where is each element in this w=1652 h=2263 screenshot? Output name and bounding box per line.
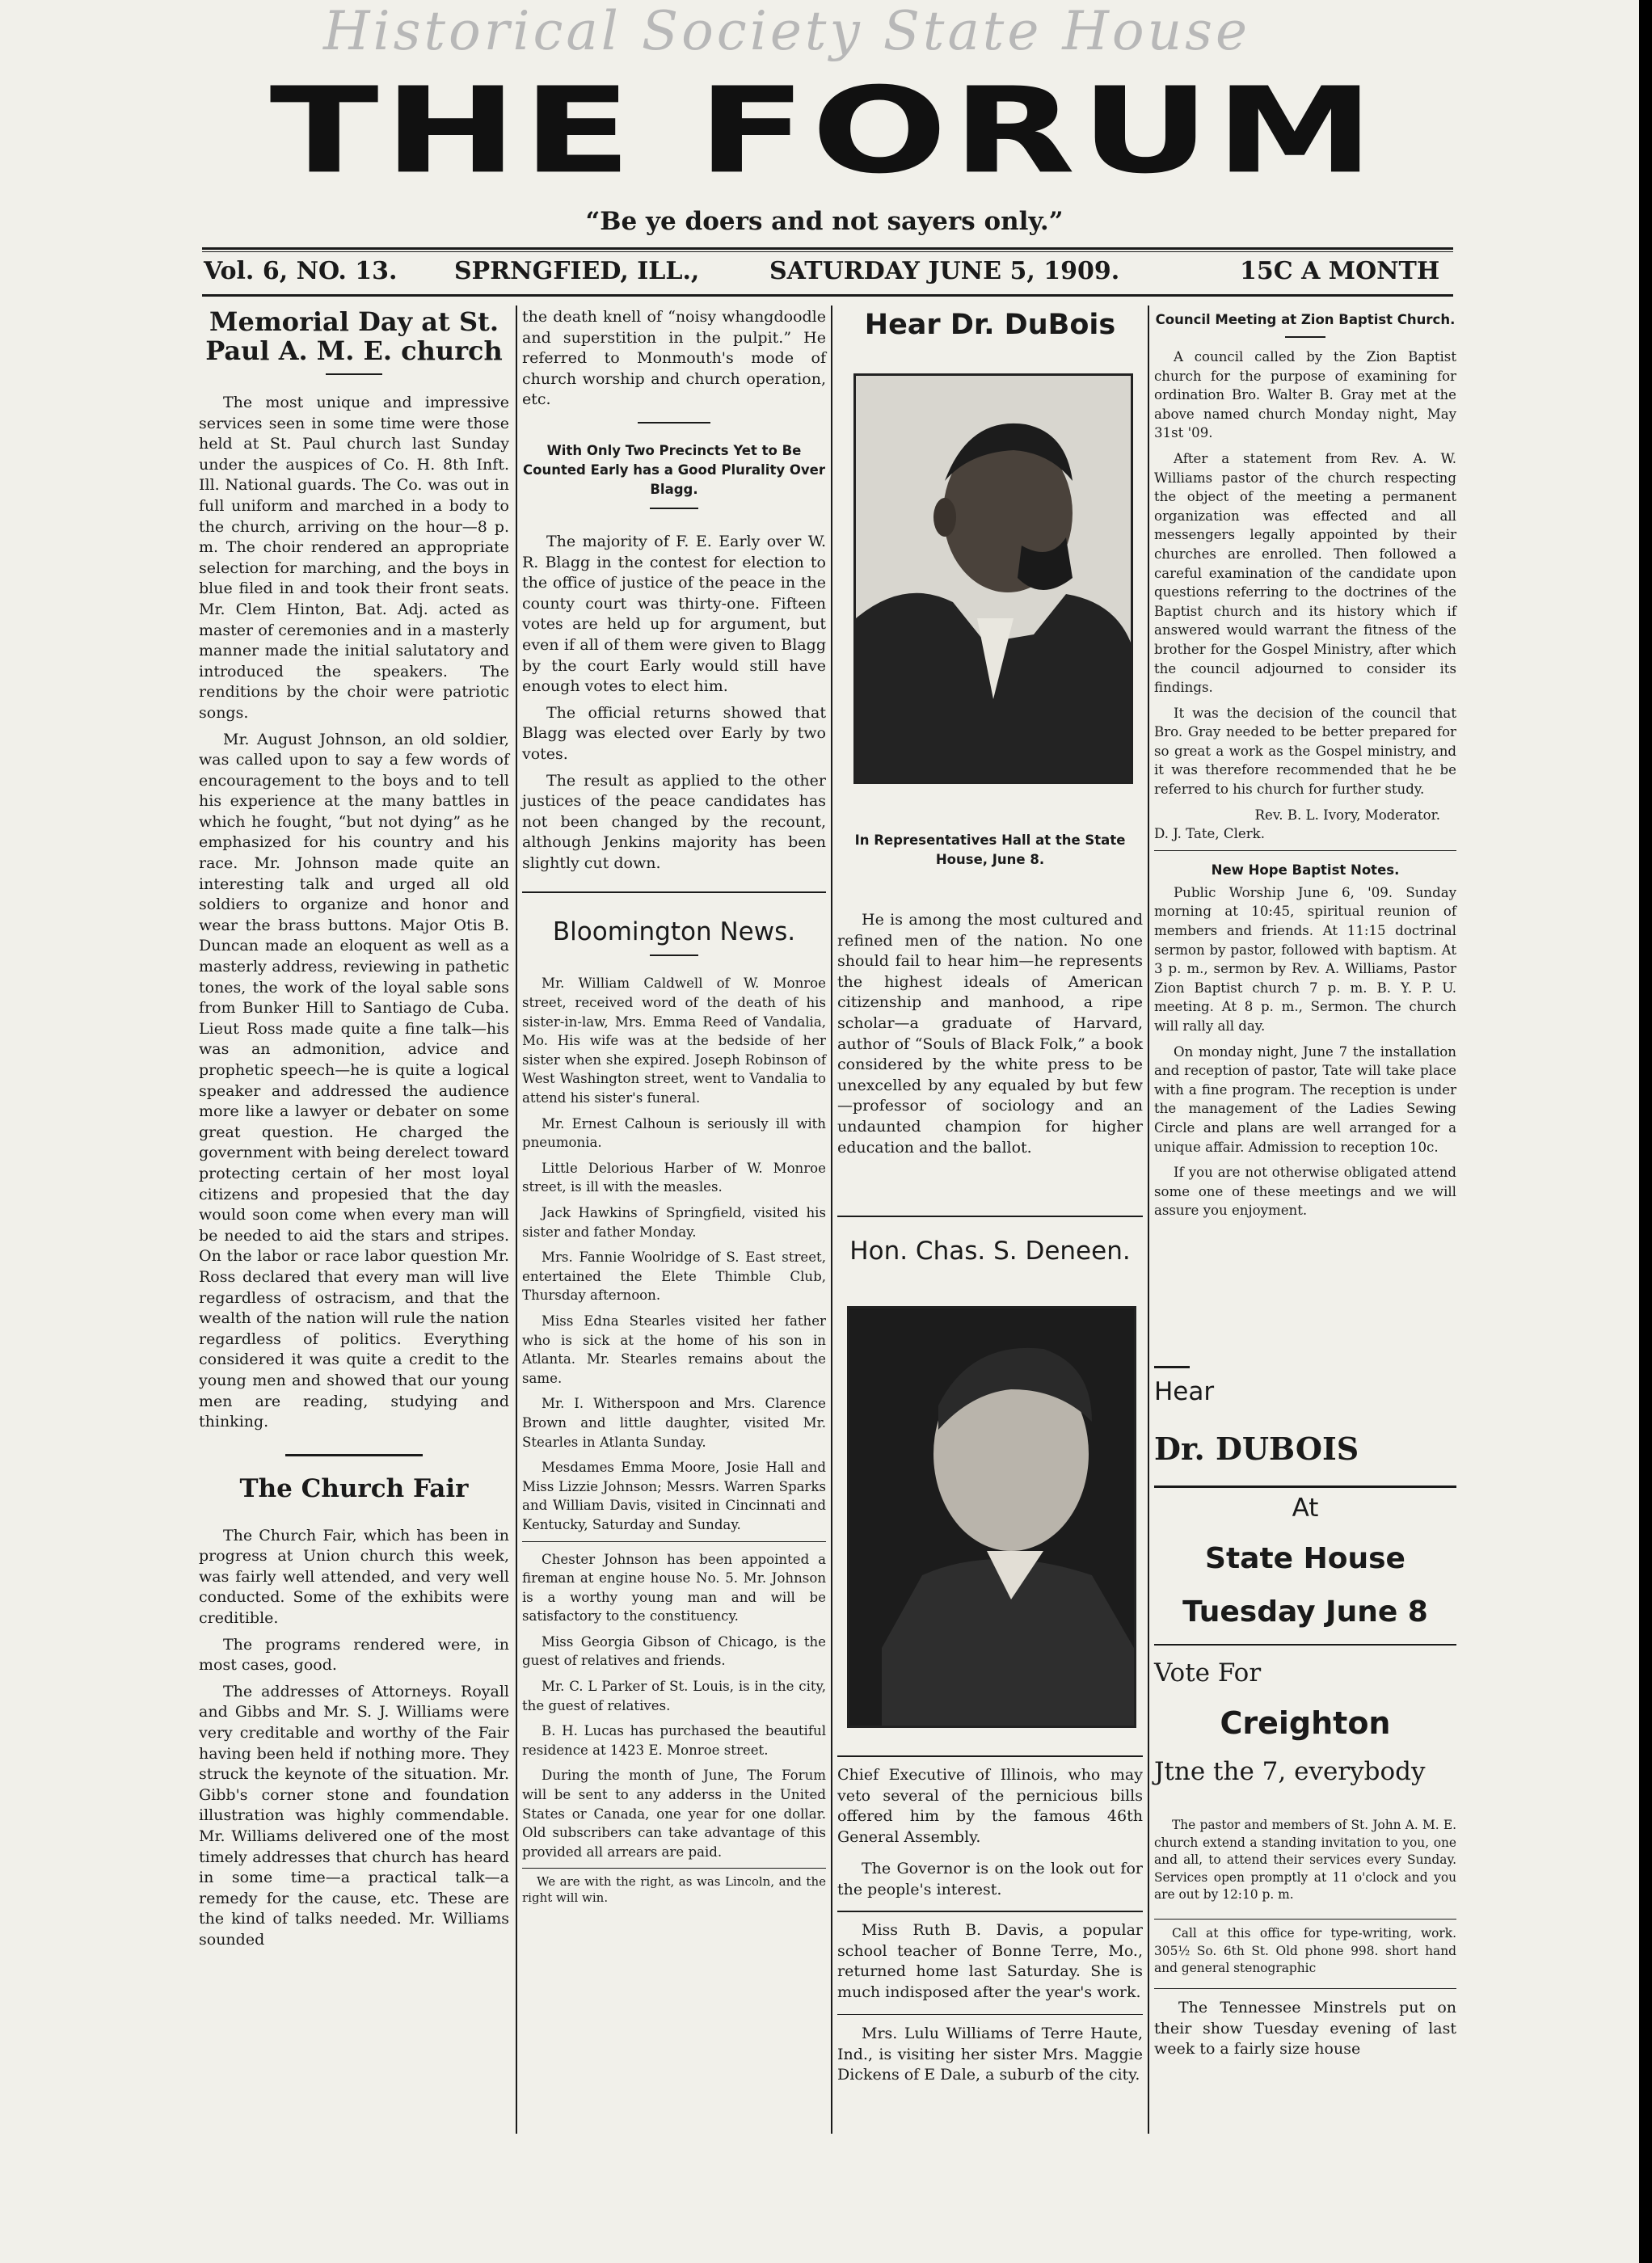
bloomington-items	[522, 974, 826, 1861]
paragraph: The official returns showed that Blagg was elected over Early by two votes.	[522, 703, 826, 763]
item-divider	[1154, 1919, 1456, 1920]
paragraph: The majority of F. E. Early over W. R. Blagg in the contest for election to the office of justice of the peace in the county court was thirty-one. Fifteen votes are held up for argument, but even if all of them were given to Blagg by the court Early would still have enough votes to elect him.	[522, 532, 826, 696]
news-item: Mr. William Caldwell of W. Monroe street, received word of the death of his sister-in-law, Mrs. Emma Reed of Vandalia, Mo. His wife was at the bedside of her sister when she expired. Joseph Robinson of West Washington street, went to Vandalia to attend his sister's funeral.	[522, 976, 826, 1106]
ad-place: State House	[1205, 1542, 1405, 1575]
news-item: Mrs. Fannie Woolridge of S. East street, entertained the Elete Thimble Club, Thursday afternoon.	[522, 1249, 826, 1304]
section-divider	[638, 422, 710, 424]
paragraph: If you are not otherwise obligated attend some one of these meetings and we will assure you enjoyment.	[1154, 1165, 1456, 1219]
section-divider	[522, 891, 826, 893]
bloomington-headline: Bloomington News.	[552, 917, 796, 947]
dubois-portrait	[853, 373, 1133, 784]
memorial-day-headline: Memorial Day at St. Paul A. M. E. church	[205, 306, 503, 366]
place: SPRNGFIED, ILL.,	[454, 257, 700, 285]
price: 15C A MONTH	[1240, 257, 1440, 285]
masthead-title: THE FORUM	[269, 61, 1380, 200]
moderator-signature: Rev. B. L. Ivory, Moderator.	[1254, 807, 1440, 823]
deneen-headline: Hon. Chas. S. Deneen.	[849, 1237, 1131, 1266]
church-fair-headline: The Church Fair	[239, 1473, 469, 1503]
ad-rule	[1154, 1485, 1456, 1488]
williams-item: Mrs. Lulu Williams of Terre Haute, Ind., is visiting her sister Mrs. Maggie Dickens of E Dale, a suburb of the city.	[837, 2025, 1143, 2084]
news-item: B. H. Lucas has purchased the beautiful residence at 1423 E. Monroe street.	[522, 1723, 826, 1758]
masthead-rule-top	[202, 247, 1453, 250]
issue-date: SATURDAY JUNE 5, 1909.	[769, 257, 1120, 285]
volume-number: Vol. 6, NO. 13.	[204, 257, 398, 285]
office-notice: Call at this office for type-writing, work. 305½ So. 6th St. Old phone 998. short hand and general stenographic	[1154, 1926, 1456, 1976]
spacer	[199, 1503, 509, 1526]
ad-vote: Vote For	[1154, 1658, 1262, 1688]
column-4	[1154, 307, 1456, 2059]
paragraph: On monday night, June 7 the installation and reception of pastor, Tate will take place with a fine program. The reception is under the management of the Ladies Sewing Circle and plans are well arranged for a unique affair. Admission to reception 10c.	[1154, 1043, 1456, 1155]
news-item: Jack Hawkins of Springfield, visited his sister and father Monday.	[522, 1205, 826, 1240]
headline-divider	[650, 508, 698, 509]
footer-divider	[522, 1868, 826, 1869]
headline-divider	[1285, 336, 1325, 338]
headline-divider	[326, 373, 382, 375]
news-item: Miss Edna Stearles visited her father who is sick at the home of his son in Atlanta. Mr. Stearles remains about the same.	[522, 1313, 826, 1386]
council-headline: Council Meeting at Zion Baptist Church.	[1155, 312, 1456, 327]
paragraph: It was the decision of the council that Bro. Gray needed to be better prepared for so great a work as the Gospel ministry, and it was therefore recommended that he be referred to his church for further study.	[1154, 705, 1456, 798]
news-item: Mr. Ernest Calhoun is seriously ill with pneumonia.	[522, 1115, 826, 1151]
paragraph: Mr. August Johnson, an old soldier, was called upon to say a few words of encouragement to the boys and to tell his experience at the many battles in which he fought, “but not dying” as he emphasized for his country and his race. Mr. Johnson made quite an interesting talk and urged all old soldiers to organize and honor and wear the brass buttons. Major Otis B. Duncan made an eloquent as well as a masterly address, reviewing in pathetic tones, the work of the loyal sable sons from Bunker Hill to Santiago de Cuba. Lieut Ross made quite a fine talk—his was an admonition, advice and prophetic speech—he is quite a logical speaker and addressed the audience more like a lawyer or debater on some great question. He charged the government with being derelect toward protecting certain of her most loyal citizens and propesied that the day would soon come when every man will be needed to aid the stars and stripes. On the labor or race labor question Mr. Ross declared that every man will live regardless of ostracism, and that the wealth of the nation will rule the nation regardless of politics. Everything considered it was quite a credit to the young men and showed that our young men are reading, studying and thinking.	[199, 730, 509, 1431]
council-article	[1154, 348, 1456, 844]
dubois-headline: Hear Dr. DuBois	[864, 309, 1116, 341]
news-item: Mr. C. L Parker of St. Louis, is in the city, the guest of relatives.	[522, 1679, 826, 1713]
stjohn-notice: The pastor and members of St. John A. M. E. church extend a standing invitation to you, one and all, to attend their services every Sunday. Services open promptly at 11 o'clock and you are out by 12:10 p. m.	[1154, 1818, 1456, 1903]
minstrels-item: The Tennessee Minstrels put on their show Tuesday evening of last week to a fairly size house	[1154, 1999, 1456, 2059]
section-divider	[1154, 850, 1456, 851]
ad-rule	[1154, 1366, 1190, 1368]
news-item: Mesdames Emma Moore, Josie Hall and Miss Lizzie Johnson; Messrs. Warren Sparks and William Davis, visited in Cincinnati and Kentucky, Saturday and Sunday.	[522, 1460, 826, 1532]
ad-at: At	[1292, 1494, 1319, 1523]
news-item: Mr. I. Witherspoon and Mrs. Clarence Brown and little daughter, visited Mr. Stearles in Atlanta Sunday.	[522, 1396, 826, 1450]
paragraph: The Church Fair, which has been in progress at Union church this week, was fairly well attended, and very well conducted. Some of the exhibits were creditible.	[199, 1526, 509, 1628]
clerk-signature: D. J. Tate, Clerk.	[1154, 826, 1265, 842]
masthead-motto: “Be ye doers and not sayers only.”	[585, 207, 1064, 236]
deneen-caption: Chief Executive of Illinois, who may veto several of the pernicious bills offered him by the famous 46th General Assembly.	[837, 1766, 1143, 1846]
item-divider	[837, 2014, 1143, 2015]
ad-name: Dr. DUBOIS	[1154, 1431, 1359, 1467]
item-divider	[522, 1541, 826, 1542]
paragraph: A council called by the Zion Baptist church for the purpose of examining for ordination Bro. Walter B. Gray met at the above named church Monday night, May 31st '09.	[1154, 349, 1456, 441]
section-divider	[837, 1216, 1143, 1217]
ad-candidate: Creighton	[1220, 1705, 1391, 1741]
dubois-caption: In Representatives Hall at the State House, June 8.	[854, 832, 1126, 867]
news-item: Miss Georgia Gibson of Chicago, is the guest of relatives and friends.	[522, 1633, 826, 1669]
paragraph: The result as applied to the other justices of the peace candidates has not been changed by the recount, although Jenkins majority has been slightly cut down.	[522, 771, 826, 872]
column-rule-1	[516, 306, 517, 2134]
paragraph: The programs rendered were, in most cases, good.	[199, 1635, 509, 1675]
dubois-body: He is among the most cultured and refined men of the nation. No one should fail to hear him—he represents the highest ideals of American citizenship and manhood, a ripe scholar—a graduate of Harvard, author of “Souls of Black Folk,” a book considered by the white press to be unexcelled by any equaled by but few—professor of sociology and an undaunted champion for higher education and the ballot.	[837, 911, 1143, 1157]
news-item: During the month of June, The Forum will be sent to any adderss in the United States or Canada, one year for one dollar. Old subscribers can take advantage of this provided all arrears are paid.	[522, 1768, 826, 1860]
column-1	[199, 307, 509, 1957]
column-2	[522, 307, 826, 1906]
section-divider	[837, 1911, 1143, 1912]
dateline-rule	[202, 294, 1453, 297]
church-fair-article	[199, 1526, 509, 1951]
precincts-headline: With Only Two Precincts Yet to Be Counted Early has a Good Plurality Over Blagg.	[523, 442, 825, 497]
column-rule-3	[1148, 306, 1149, 2134]
precincts-article	[522, 532, 826, 874]
ad-rule	[1154, 1644, 1456, 1646]
ad-hear: Hear	[1154, 1377, 1215, 1406]
deneen-portrait	[847, 1306, 1136, 1728]
paragraph: The most unique and impressive services seen in some time were those held at St. Paul church last Sunday under the auspices of Co. H. 8th Inft. Ill. National guards. The Co. was out in full uniform and marched in a body to the church, arriving on the hour—8 p. m. The choir rendered an appropriate selection for marching, and the boys in blue filed in and took their front seats. Mr. Clem Hinton, Bat. Adj. acted as master of ceremonies and in a masterly manner made the initial salutatory and introduced the speakers. The renditions by the choir were patriotic songs.	[199, 394, 509, 722]
headline-divider	[650, 955, 698, 956]
handwritten-note: Historical Society State House	[323, 0, 1251, 62]
dubois-portrait-image	[856, 376, 1131, 782]
news-item: Little Delorious Harber of W. Monroe street, is ill with the measles.	[522, 1160, 826, 1195]
news-item: Chester Johnson has been appointed a fireman at engine house No. 5. Mr. Johnson is a worthy young man and will be satisfactory to the constituency.	[522, 1551, 826, 1625]
ad-date: Tuesday June 8	[1182, 1595, 1428, 1629]
column-3	[837, 307, 1143, 2084]
ad-when: Jtne the 7, everybody	[1154, 1757, 1426, 1786]
deneen-note: The Governor is on the look out for the people's interest.	[837, 1860, 1143, 1898]
newhope-article	[1154, 883, 1456, 1220]
bloomington-footer: We are with the right, as was Lincoln, and the right will win.	[522, 1874, 826, 1906]
paragraph: After a statement from Rev. A. W. Williams pastor of the church respecting the object of the meeting a permanent organization was effected and all messengers legally appointed by their churches are enrolled. Then followed a careful examination of the candidate upon questions referring to the doctrines of the Baptist church and its history which if answered would warrant the fitness of the brother for the Gospel Ministry, after which the council adjourned to consider its findings.	[1154, 450, 1456, 696]
column-rule-2	[831, 306, 832, 2134]
memorial-day-article	[199, 393, 509, 1433]
section-divider	[285, 1454, 423, 1456]
paragraph: The addresses of Attorneys. Royall and Gibbs and Mr. S. J. Williams were very creditable and worthy of the Fair having been held if nothing more. They struck the keynote of the situation. Mr. Gibb's corner stone and foundation illustration was highly commendable. Mr. Williams delivered one of the most timely addresses that church has heard in some time—a practical talk—a remedy for the cause, etc. These are the kind of talks needed. Mr. Williams sounded	[199, 1682, 509, 1949]
item-divider	[1154, 1988, 1456, 1989]
paragraph: Public Worship June 6, '09. Sunday morning at 10:45, spiritual reunion of members and friends. At 11:15 doctrinal sermon by pastor, followed with baptism. At 3 p. m., sermon by Rev. A. Williams, Pastor Zion Baptist church 7 p. m. B. Y. P. U. meeting. At 8 p. m., Sermon. The church will rally all day.	[1154, 884, 1456, 1034]
section-divider	[837, 1755, 1143, 1757]
newhope-headline: New Hope Baptist Notes.	[1211, 862, 1400, 878]
davis-item: Miss Ruth B. Davis, a popular school teacher of Bonne Terre, Mo., returned home last Saturday. She is much indisposed after the year's work.	[837, 1921, 1143, 2001]
continued-text: the death knell of “noisy whangdoodle and superstition in the pulpit.” He referred to Monmouth's mode of church worship and church operation, etc.	[522, 308, 826, 409]
dateline	[204, 257, 1455, 294]
deneen-portrait-image	[849, 1308, 1134, 1726]
masthead-rule-thin	[202, 251, 1453, 252]
